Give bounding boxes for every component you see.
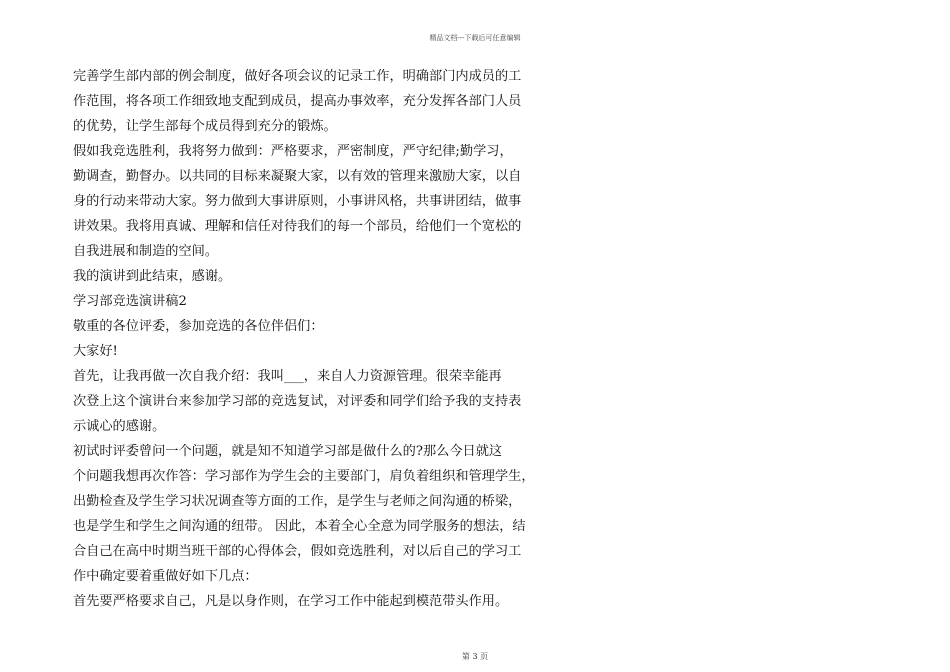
text-line: 个问题我想再次作答：学习部作为学生会的主要部门，肩负着组织和管理学生， — [73, 469, 535, 484]
text-line: 作范围，将各项工作细致地支配到成员，提高办事效率，充分发挥各部门人员 — [73, 94, 522, 109]
text-line: 出勤检查及学生学习状况调查等方面的工作，是学生与老师之间沟通的桥梁， — [73, 494, 522, 509]
text-line: 大家好! — [73, 344, 118, 359]
document-body — [73, 64, 535, 614]
text-line: 身的行动来带动大家。努力做到大事讲原则，小事讲风格，共事讲团结，做事 — [73, 194, 522, 209]
text-line: 合自己在高中时期当班干部的心得体会，假如竞选胜利，对以后自己的学习工 — [73, 544, 522, 559]
text-line: 示诚心的感谢。 — [73, 419, 166, 434]
page-number: 第 3 页 — [461, 652, 489, 661]
text-line: 的优势，让学生部每个成员得到充分的锻炼。 — [73, 119, 337, 134]
text-line: 讲效果。我将用真诚、理解和信任对待我们的每一个部员，给他们一个宽松的 — [73, 219, 522, 234]
text-line: 勤调查，勤督办。以共同的目标来凝聚大家，以有效的管理来激励大家，以自 — [73, 169, 522, 184]
section-heading: 学习部竞选演讲稿2 — [73, 294, 187, 309]
text-line: 敬重的各位评委，参加竞选的各位伴侣们： — [73, 319, 324, 334]
text-line: 首先，让我再做一次自我介绍：我叫___，来自人力资源管理。很荣幸能再 — [73, 369, 502, 384]
text-line: 自我进展和制造的空间。 — [73, 244, 219, 259]
text-line: 我的演讲到此结束，感谢。 — [73, 269, 232, 284]
text-line: 初试时评委曾问一个问题，就是知不知道学习部是做什么的?那么今日就这 — [73, 444, 503, 459]
text-line: 作中确定要着重做好如下几点： — [73, 569, 258, 584]
text-line: 假如我竞选胜利，我将努力做到：严格要求，严密制度，严守纪律;勤学习， — [73, 144, 513, 159]
text-line: 也是学生和学生之间沟通的纽带。 因此，本着全心全意为同学服务的想法，结 — [73, 519, 526, 534]
text-line: 首先要严格要求自己，凡是以身作则，在学习工作中能起到模范带头作用。 — [73, 594, 509, 609]
header-note: 精品文档---下载后可任意编辑 — [429, 34, 521, 42]
text-line: 完善学生部内部的例会制度，做好各项会议的记录工作，明确部门内成员的工 — [73, 69, 522, 84]
text-line: 次登上这个演讲台来参加学习部的竞选复试，对评委和同学们给予我的支持表 — [73, 394, 522, 409]
